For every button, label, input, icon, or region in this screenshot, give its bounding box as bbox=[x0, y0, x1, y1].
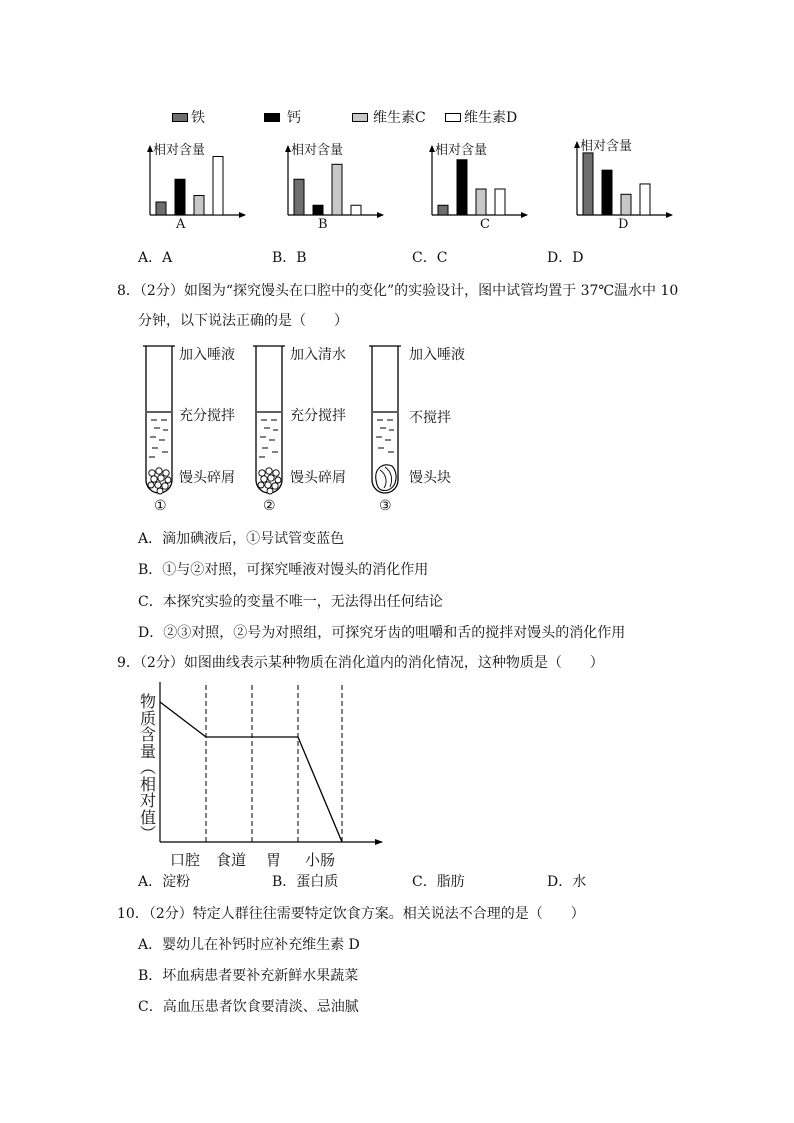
tube-1-top-label: 加入唾液 bbox=[179, 347, 235, 363]
bar-chart-b bbox=[278, 140, 398, 235]
x-axis-arrow bbox=[375, 839, 383, 845]
q8-stem-line2: 分钟，以下说法正确的是（ ） bbox=[138, 313, 348, 329]
q7-option-c: C．C bbox=[412, 250, 448, 266]
bar-vitc bbox=[332, 164, 342, 215]
legend-swatch-calcium bbox=[264, 113, 280, 122]
bar-chart-b-title: B bbox=[318, 217, 328, 232]
legend-label-vitc: 维生素C bbox=[373, 110, 426, 126]
bar-chart-d bbox=[567, 136, 687, 235]
tube-2-bottom-label: 馒头碎屑 bbox=[290, 470, 346, 486]
tube-2-mid-label: 充分搅拌 bbox=[290, 408, 346, 424]
bar-iron bbox=[438, 205, 448, 215]
digestion-chart-xlabel-3: 胃 bbox=[266, 851, 282, 869]
test-tube-3 bbox=[369, 346, 401, 493]
tube-3-bottom-label: 馒头块 bbox=[409, 470, 451, 486]
tube-3-mid-label: 不搅拌 bbox=[409, 410, 451, 426]
ylabel-char-9: ︶ bbox=[139, 824, 156, 843]
digestion-chart-xlabel-1: 口腔 bbox=[170, 851, 201, 869]
q9-option-c: C．脂肪 bbox=[412, 874, 465, 890]
bar-vitd bbox=[213, 157, 223, 216]
q7-option-b: B．B bbox=[272, 250, 307, 266]
tube-3-top-label: 加入唾液 bbox=[409, 347, 465, 363]
q8-option-c: C．本探究实验的变量不唯一，无法得出任何结论 bbox=[138, 594, 443, 610]
q10-option-a: A．婴幼儿在补钙时应补充维生素 D bbox=[138, 937, 360, 953]
digestion-chart-xlabel-4: 小肠 bbox=[305, 851, 336, 869]
test-tubes-svg bbox=[130, 340, 490, 520]
digestion-chart-xlabel-2: 食道 bbox=[216, 851, 247, 869]
ylabel-char-4: 量 bbox=[139, 741, 156, 761]
tube-2-top-label: 加入清水 bbox=[290, 347, 346, 363]
q10-option-c: C．高血压患者饮食要清淡、忌油腻 bbox=[138, 999, 359, 1015]
bar-vitc bbox=[194, 196, 204, 216]
q9-option-a: A．淀粉 bbox=[138, 874, 191, 890]
tube-3-number: ③ bbox=[379, 498, 392, 514]
bar-iron bbox=[156, 202, 166, 215]
bar-chart-c-ylabel: 相对含量 bbox=[435, 143, 488, 158]
q8-stem-line1: 8．（2分）如图为“探究馒头在口腔中的变化”的实验设计，图中试管均置于 37℃温水中 10 bbox=[117, 283, 679, 299]
bar-vitd bbox=[495, 189, 505, 215]
q7-option-a: A．A bbox=[138, 250, 173, 266]
legend-swatch-iron bbox=[172, 113, 188, 122]
bar-calcium bbox=[602, 170, 612, 215]
bar-calcium bbox=[457, 160, 467, 215]
ylabel-char-2: 质 bbox=[139, 708, 156, 728]
ylabel-char-5: ︵ bbox=[139, 758, 156, 777]
x-axis-arrow bbox=[666, 212, 673, 218]
q7-option-d: D．D bbox=[547, 250, 584, 266]
tube-1-number: ① bbox=[154, 498, 167, 514]
test-tube-2 bbox=[253, 346, 285, 494]
q10-option-b: B．坏血病患者要补充新鲜水果蔬菜 bbox=[138, 968, 359, 984]
bar-chart-b-ylabel: 相对含量 bbox=[291, 143, 344, 158]
digestion-curve bbox=[160, 702, 342, 842]
bar-chart-d-title: D bbox=[618, 217, 629, 232]
x-axis-arrow bbox=[377, 212, 384, 218]
tube-1-mid-label: 充分搅拌 bbox=[179, 408, 235, 424]
bar-chart-a-title: A bbox=[176, 217, 186, 232]
q8-option-a: A．滴加碘液后，①号试管变蓝色 bbox=[138, 531, 345, 547]
bar-chart-c-title: C bbox=[480, 217, 490, 232]
ylabel-char-1: 物 bbox=[139, 692, 156, 711]
bar-calcium bbox=[175, 179, 185, 215]
bar-vitd bbox=[351, 205, 361, 215]
q8-option-b: B．①与②对照，可探究唾液对馒头的消化作用 bbox=[138, 562, 429, 578]
bar-vitc bbox=[621, 194, 631, 215]
tube-1-bottom-label: 馒头碎屑 bbox=[179, 470, 235, 486]
q10-stem: 10．（2分）特定人群往往需要特定饮食方案。相关说法不合理的是（ ） bbox=[117, 906, 585, 922]
q9-stem: 9．（2分）如图曲线表示某种物质在消化道内的消化情况，这种物质是（ ） bbox=[117, 655, 604, 671]
x-axis-arrow bbox=[521, 212, 528, 218]
bar-vitd bbox=[640, 184, 650, 215]
legend-label-vitd: 维生素D bbox=[464, 110, 518, 126]
bar-chart-a bbox=[140, 140, 260, 235]
q9-option-b: B．蛋白质 bbox=[272, 874, 339, 890]
bar-chart-d-ylabel: 相对含量 bbox=[580, 139, 633, 154]
tube-2-number: ② bbox=[263, 498, 276, 514]
ylabel-char-6: 相 bbox=[139, 774, 156, 794]
ylabel-char-7: 对 bbox=[139, 791, 156, 810]
bar-iron bbox=[583, 153, 593, 215]
legend-swatch-vitc bbox=[352, 113, 368, 122]
bar-vitc bbox=[476, 189, 486, 215]
q9-option-d: D．水 bbox=[547, 874, 587, 890]
ylabel-char-8: 值 bbox=[139, 807, 156, 827]
test-tube-1 bbox=[143, 346, 175, 494]
q8-option-d: D．②③对照，②号为对照组，可探究牙齿的咀嚼和舌的搅拌对馒头的消化作用 bbox=[138, 625, 626, 641]
legend-label-calcium: 钙 bbox=[287, 110, 301, 126]
bar-calcium bbox=[313, 205, 323, 215]
legend-label-iron: 铁 bbox=[191, 110, 205, 126]
bar-chart-a-ylabel: 相对含量 bbox=[153, 143, 206, 158]
bar-chart-c bbox=[422, 140, 542, 235]
bar-iron bbox=[294, 179, 304, 215]
digestion-chart-svg bbox=[150, 680, 390, 860]
x-axis-arrow bbox=[239, 212, 246, 218]
ylabel-char-3: 含 bbox=[139, 725, 156, 744]
legend-swatch-vitd bbox=[445, 113, 461, 122]
